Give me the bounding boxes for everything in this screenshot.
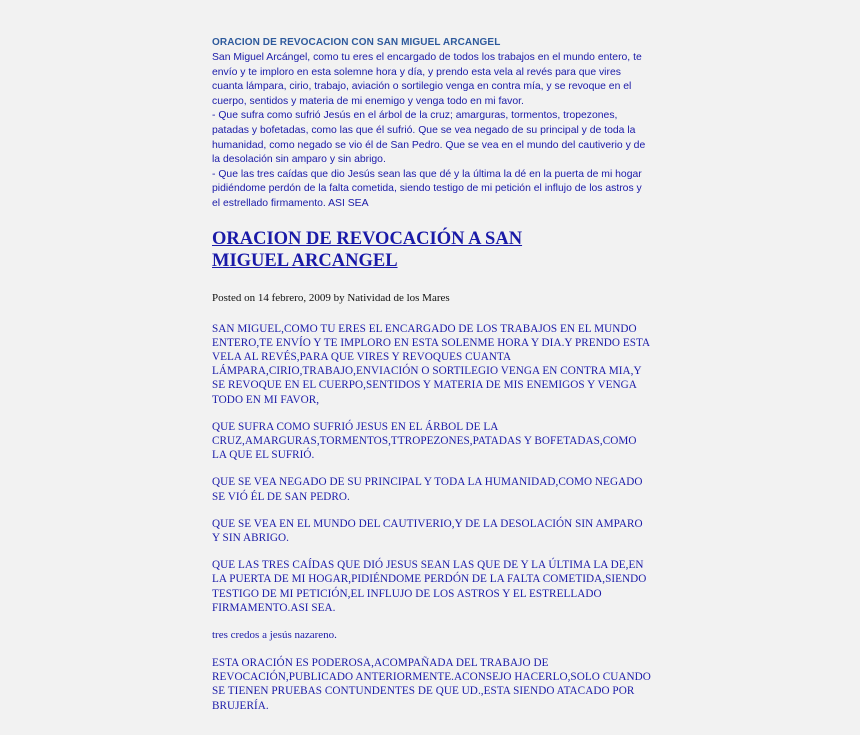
document-page [212, 36, 652, 713]
section1-paragraph: - Que sufra como sufrió Jesús en el árbol de la cruz; amarguras, tormentos, tropezones, patadas y bofetadas, como las que él sufrió. Que se vea negado de su principal y de toda la humanidad, como negado se vio él de San Pedro. Que se vea en el mundo del cautiverio y de la desolación sin amparo y sin abrigo. [212, 110, 646, 166]
body-paragraph: QUE LAS TRES CAÍDAS QUE DIÓ JESUS SEAN LAS QUE DE Y LA ÚLTIMA LA DE,EN LA PUERTA DE MI HOGAR,PIDIÉNDOME PERDÓN DE LA FALTA COMETIDA,SIENDO TESTIGO DE MI PETICIÓN,EL INFLUJO DE LOS ASTROS Y EL ESTRELLADO FIRMAMENTO.ASI SEA. [212, 559, 647, 614]
note-line: tres credos a jesús nazareno. [212, 628, 337, 641]
main-title-link[interactable]: ORACION DE REVOCACIÓN A SAN MIGUEL ARCANGEL [212, 228, 523, 271]
section1-paragraph: - Que las tres caídas que dio Jesús sean las que dé y la última la dé en la puerta de mi hogar pidiéndome perdón de la falta cometida, siendo testigo de mi petición el influjo de los astros y el estrellado firmamento. ASI SEA [212, 168, 642, 209]
section1-paragraph: San Miguel Arcángel, como tu eres el encargado de todos los trabajos en el mundo entero, te envío y te imploro en esta solemne hora y día, y prendo esta vela al revés para que vires cuanta lámpara, cirio, trabajo, aviación o sortilegio venga en contra mía, y se revoque en el cuerpo, sentidos y materia de mi enemigo y venga todo en mi favor. [212, 52, 642, 107]
body-paragraph: QUE SE VEA EN EL MUNDO DEL CAUTIVERIO,Y DE LA DESOLACIÓN SIN AMPARO Y SIN ABRIGO. [212, 517, 643, 544]
final-paragraph: ESTA ORACIÓN ES PODEROSA,ACOMPAÑADA DEL TRABAJO DE REVOCACIÓN,PUBLICADO ANTERIORMENTE.ACONSEJO HACERLO,SOLO CUANDO SE TIENEN PRUEBAS CONTUNDENTES DE QUE UD.,ESTA SIENDO ATACADO POR BRUJERÍA. [212, 656, 651, 712]
section1-title: ORACION DE REVOCACION CON SAN MIGUEL ARCANGEL [212, 37, 501, 48]
body-paragraph: QUE SE VEA NEGADO DE SU PRINCIPAL Y TODA LA HUMANIDAD,COMO NEGADO SE VIÓ ÉL DE SAN PEDRO. [212, 476, 643, 503]
body-paragraph: SAN MIGUEL,COMO TU ERES EL ENCARGADO DE LOS TRABAJOS EN EL MUNDO ENTERO,TE ENVÍO Y TE IMPLORO EN ESTA SOLENME HORA Y DIA.Y PRENDO ESTA VELA AL REVÉS,PARA QUE VIRES Y REVOQUES CUANTA LÁMPARA,CIRIO,TRABAJO,ENVIACIÓN O SORTILEGIO VENGA EN CONTRA MIA,Y SE REVOQUE EN EL CUERPO,SENTIDOS Y MATERIA DE MIS ENEMIGOS Y VENGA TODO EN MI FAVOR, [212, 322, 650, 406]
posted-line: Posted on 14 febrero, 2009 by Natividad de los Mares [212, 291, 450, 304]
body-paragraph: QUE SUFRA COMO SUFRIÓ JESUS EN EL ÁRBOL DE LA CRUZ,AMARGURAS,TORMENTOS,TTROPEZONES,PATADAS Y BOFETADAS,COMO LA QUE EL SUFRIÓ. [212, 420, 637, 462]
